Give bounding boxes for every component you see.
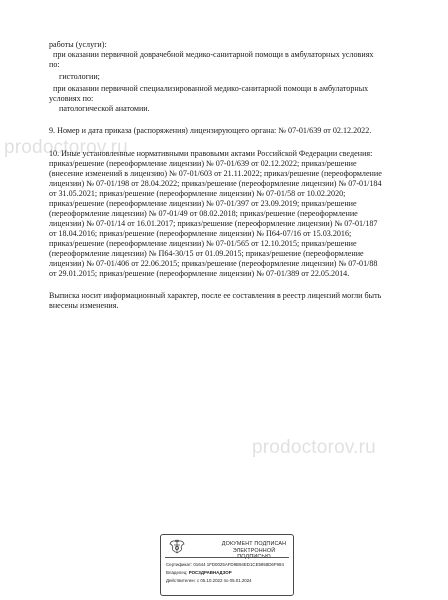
signature-divider xyxy=(165,557,289,558)
owner-line xyxy=(166,570,232,575)
text-line: работы (услуги): xyxy=(49,40,107,49)
certificate-line xyxy=(166,562,284,567)
closing-line: внесены изменения. xyxy=(49,301,119,310)
section-10-line: (переоформление лицензии) № 07-01/49 от 08.02.2018; приказ/решение (переоформление xyxy=(49,209,358,218)
section-10-line: лицензии) № 07-01/198 от 28.04.2022; приказ/решение (переоформление лицензии) № 07-01/184 xyxy=(49,179,382,188)
text-line: гистологии; xyxy=(59,72,100,81)
section-10-line: приказ/решение (переоформление лицензии) № 07-01/397 от 23.09.2019; приказ/решение xyxy=(49,199,357,208)
section-10-line: от 18.04.2016; приказ/решение (переоформление лицензии) № П64-07/16 от 15.03.2016; xyxy=(49,229,352,238)
certificate-value: 01644 1FD0025AFD9B94ED1CE5958D6F984 xyxy=(193,562,284,567)
section-10-line: лицензии) № 07-01/406 от 22.06.2015; приказ/решение (переоформление лицензии) № 07-01/88 xyxy=(49,259,378,268)
validity-label: Действителен: xyxy=(166,578,196,583)
section-10-line: (внесение изменений в лицензию) № 07-01/603 от 21.11.2022; приказ/решение (переоформление xyxy=(49,169,382,178)
watermark: prodoctorov.ru xyxy=(4,137,128,158)
section-10-line: приказ/решение (переоформление лицензии) № 07-01/565 от 12.10.2015; приказ/решение xyxy=(49,239,357,248)
section-10-line: 10. Иные установленные нормативными правовыми актами Российской Федерации сведения: xyxy=(49,149,373,158)
validity-line xyxy=(166,578,252,583)
section-10-line: приказ/решение (переоформление лицензии) № 07-01/639 от 02.12.2022; приказ/решение xyxy=(49,159,357,168)
text-line: по: xyxy=(49,60,60,69)
section-10-line: (переоформление лицензии) № П64-30/15 от 01.09.2015; приказ/решение (переоформление xyxy=(49,249,364,258)
validity-value: с 05.10.2022 по 05.01.2024 xyxy=(197,578,252,583)
coat-of-arms-icon xyxy=(165,538,211,556)
watermark: prodoctorov.ru xyxy=(252,437,376,458)
closing-line: Выписка носит информационный характер, после ее составления в реестр лицензий могли быть xyxy=(49,291,382,300)
certificate-label: Сертификат: xyxy=(166,562,193,567)
owner-value: РОСЗДРАВНАДЗОР xyxy=(188,570,232,575)
signature-subtitle: ЭЛЕКТРОННОЙ ПОДПИСЬЮ xyxy=(232,548,276,560)
electronic-signature-stamp xyxy=(160,534,294,596)
text-line: условиях по: xyxy=(49,94,94,103)
signature-title: ДОКУМЕНТ ПОДПИСАН xyxy=(221,541,287,547)
text-line: при оказании первичной специализированной медико-санитарной помощи в амбулаторных xyxy=(53,84,369,93)
section-10-line: лицензии) № 07-01/14 от 16.01.2017; приказ/решение (переоформление лицензии) № 07-01/187 xyxy=(49,219,378,228)
text-line: патологической анатомии. xyxy=(59,104,150,113)
text-line: при оказании первичной доврачебной медико-санитарной помощи в амбулаторных условиях xyxy=(53,50,374,59)
owner-label: Владелец: xyxy=(166,570,188,575)
section-10-line: от 29.01.2015; приказ/решение (переоформление лицензии) № 07-01/389 от 22.05.2014. xyxy=(49,269,350,278)
section-9-text: 9. Номер и дата приказа (распоряжения) лицензирующего органа: № 07-01/639 от 02.12.2022. xyxy=(49,126,372,135)
section-10-line: от 31.05.2021; приказ/решение (переоформление лицензии) № 07-01/58 от 10.02.2020; xyxy=(49,189,346,198)
